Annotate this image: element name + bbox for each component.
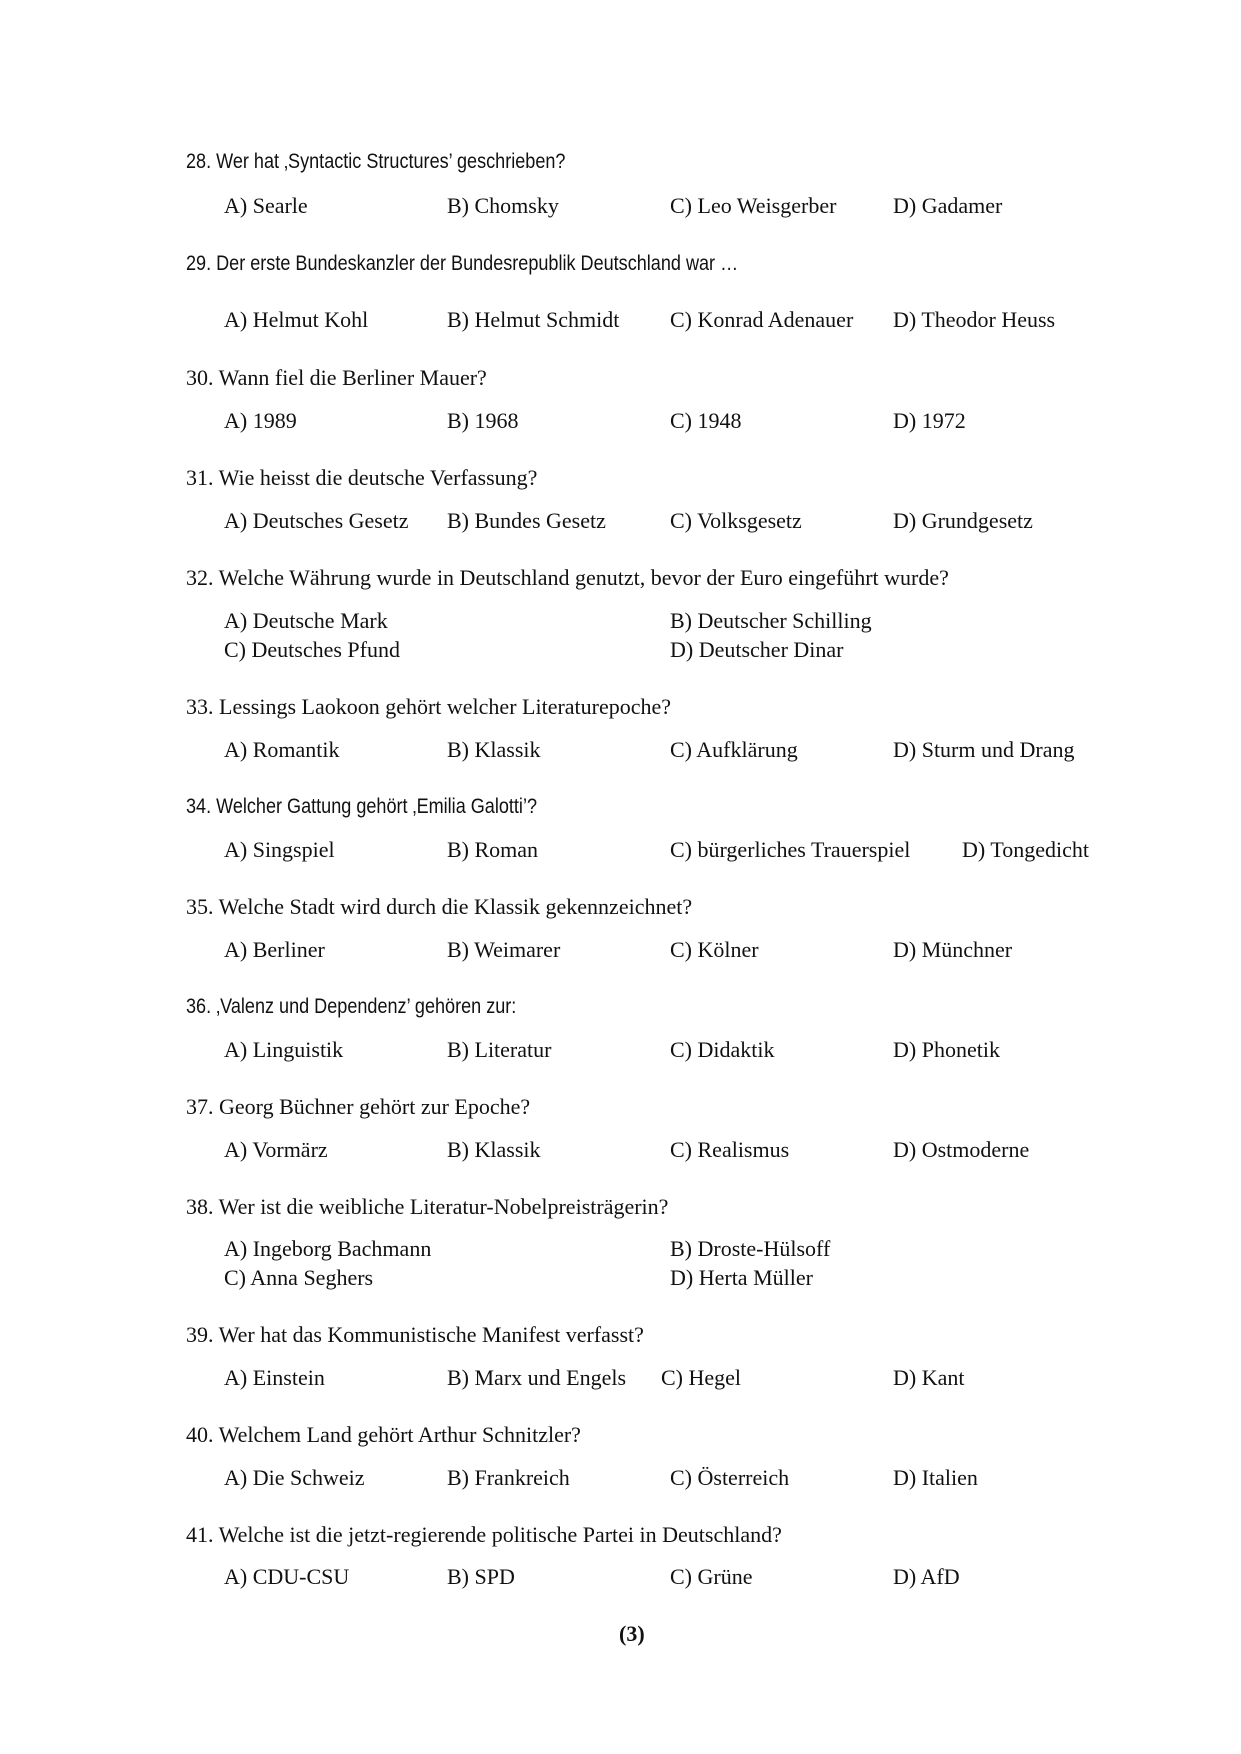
option-36-b: B) Literatur xyxy=(447,1037,552,1062)
option-30-d: D) 1972 xyxy=(893,408,966,433)
option-41-d: D) AfD xyxy=(893,1564,960,1589)
option-35-a: A) Berliner xyxy=(224,937,325,962)
option-34-d: D) Tongedicht xyxy=(962,837,1089,862)
option-41-b: B) SPD xyxy=(447,1564,515,1589)
option-39-d: D) Kant xyxy=(893,1365,965,1390)
option-28-b: B) Chomsky xyxy=(447,193,559,218)
option-38-b: B) Droste-Hülsoff xyxy=(670,1236,831,1261)
option-35-b: B) Weimarer xyxy=(447,937,561,962)
option-37-d: D) Ostmoderne xyxy=(893,1137,1030,1162)
option-31-b: B) Bundes Gesetz xyxy=(447,508,606,533)
option-34-b: B) Roman xyxy=(447,837,539,862)
option-39-a: A) Einstein xyxy=(224,1365,325,1390)
option-30-b: B) 1968 xyxy=(447,408,519,433)
option-40-d: D) Italien xyxy=(893,1465,978,1490)
option-41-c: C) Grüne xyxy=(670,1564,753,1589)
option-34-c: C) bürgerliches Trauerspiel xyxy=(670,837,911,862)
option-40-b: B) Frankreich xyxy=(447,1465,570,1490)
option-36-a: A) Linguistik xyxy=(224,1037,344,1062)
option-36-c: C) Didaktik xyxy=(670,1037,775,1062)
option-37-b: B) Klassik xyxy=(447,1137,541,1162)
question-39: 39. Wer hat das Kommunistische Manifest verfasst? xyxy=(186,1322,644,1347)
option-32-c: C) Deutsches Pfund xyxy=(224,637,400,662)
option-31-c: C) Volksgesetz xyxy=(670,508,802,533)
option-30-c: C) 1948 xyxy=(670,408,742,433)
question-29: 29. Der erste Bundeskanzler der Bundesrepublik Deutschland war … xyxy=(186,252,739,275)
question-31: 31. Wie heisst die deutsche Verfassung? xyxy=(186,465,538,490)
question-41: 41. Welche ist die jetzt-regierende politische Partei in Deutschland? xyxy=(186,1522,782,1547)
option-29-d: D) Theodor Heuss xyxy=(893,307,1056,332)
option-36-d: D) Phonetik xyxy=(893,1037,1000,1062)
option-33-b: B) Klassik xyxy=(447,737,541,762)
question-36: 36. ‚Valenz und Dependenz’ gehören zur: xyxy=(186,995,517,1018)
option-32-b: B) Deutscher Schilling xyxy=(670,608,872,633)
option-29-b: B) Helmut Schmidt xyxy=(447,307,620,332)
question-28: 28. Wer hat ‚Syntactic Structures’ geschrieben? xyxy=(186,150,566,173)
option-33-c: C) Aufklärung xyxy=(670,737,798,762)
option-38-c: C) Anna Seghers xyxy=(224,1265,374,1290)
option-41-a: A) CDU-CSU xyxy=(224,1564,350,1589)
option-31-d: D) Grundgesetz xyxy=(893,508,1033,533)
option-35-d: D) Münchner xyxy=(893,937,1013,962)
page-number: (3) xyxy=(619,1621,645,1646)
option-32-d: D) Deutscher Dinar xyxy=(670,637,844,662)
question-30: 30. Wann fiel die Berliner Mauer? xyxy=(186,365,487,390)
option-29-c: C) Konrad Adenauer xyxy=(670,307,854,332)
option-38-a: A) Ingeborg Bachmann xyxy=(224,1236,432,1261)
question-35: 35. Welche Stadt wird durch die Klassik gekennzeichnet? xyxy=(186,894,693,919)
option-33-a: A) Romantik xyxy=(224,737,340,762)
option-35-c: C) Kölner xyxy=(670,937,759,962)
question-33: 33. Lessings Laokoon gehört welcher Literaturepoche? xyxy=(186,694,672,719)
question-34: 34. Welcher Gattung gehört ‚Emilia Galotti’? xyxy=(186,795,538,818)
option-28-c: C) Leo Weisgerber xyxy=(670,193,837,218)
option-31-a: A) Deutsches Gesetz xyxy=(224,508,409,533)
option-39-b: B) Marx und Engels xyxy=(447,1365,627,1390)
option-39-c: C) Hegel xyxy=(661,1365,742,1390)
option-32-a: A) Deutsche Mark xyxy=(224,608,388,633)
option-33-d: D) Sturm und Drang xyxy=(893,737,1075,762)
option-30-a: A) 1989 xyxy=(224,408,297,433)
option-34-a: A) Singspiel xyxy=(224,837,335,862)
question-40: 40. Welchem Land gehört Arthur Schnitzler? xyxy=(186,1422,581,1447)
option-28-d: D) Gadamer xyxy=(893,193,1003,218)
question-37: 37. Georg Büchner gehört zur Epoche? xyxy=(186,1094,531,1119)
option-28-a: A) Searle xyxy=(224,193,308,218)
option-40-a: A) Die Schweiz xyxy=(224,1465,365,1490)
option-37-c: C) Realismus xyxy=(670,1137,790,1162)
option-40-c: C) Österreich xyxy=(670,1465,790,1490)
option-38-d: D) Herta Müller xyxy=(670,1265,813,1290)
option-29-a: A) Helmut Kohl xyxy=(224,307,369,332)
question-38: 38. Wer ist die weibliche Literatur-Nobelpreisträgerin? xyxy=(186,1194,669,1219)
option-37-a: A) Vormärz xyxy=(224,1137,328,1162)
question-32: 32. Welche Währung wurde in Deutschland genutzt, bevor der Euro eingeführt wurde? xyxy=(186,565,949,590)
